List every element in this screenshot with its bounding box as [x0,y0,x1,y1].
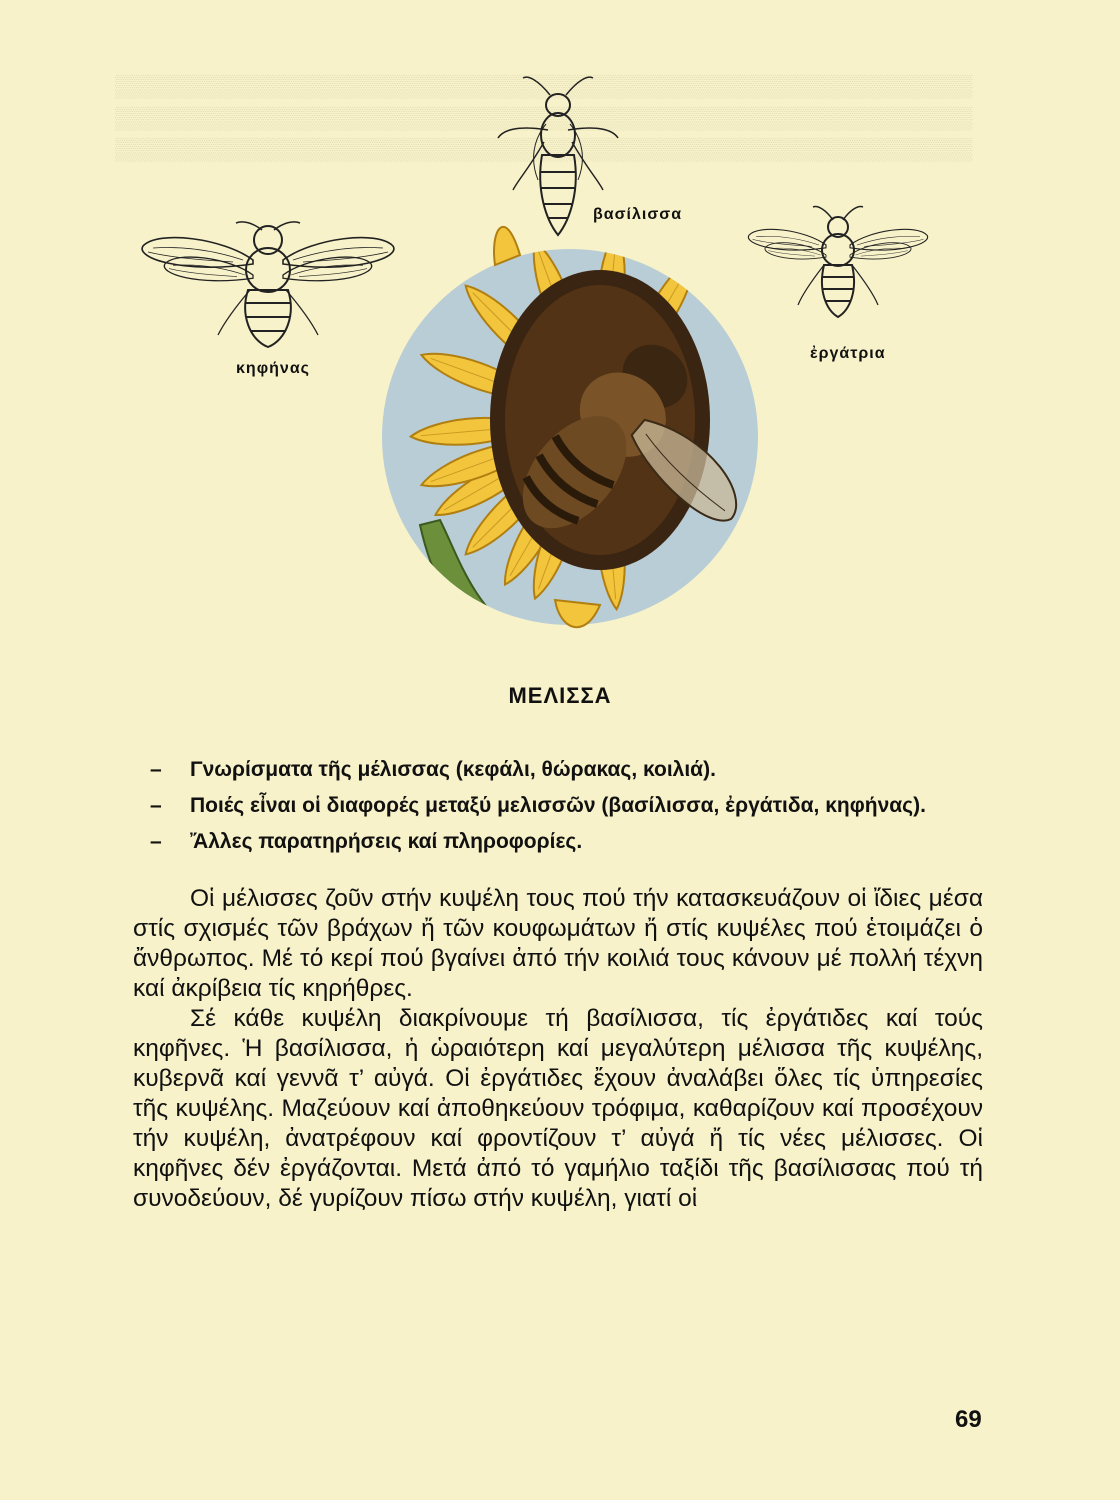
queen-label: βασίλισσα [593,206,683,223]
paragraph: Οἱ μέλισσες ζοῦν στήν κυψέλη τους πού τήν κατασκευάζουν οἱ ἴδιες μέσα στίς σχισμές τῶν βράχων ἤ τῶν κουφωμάτων ἤ στίς κυψέλες πού ἑτοιμάζει ὁ ἄνθρωπος. Μέ τό κερί πού βγαίνει ἀπό τήν κοιλιά τους κάνουν μέ πολλή τέχνη καί ἀκρίβεια τίς κηρήθρες. [133,885,983,1002]
body-text [133,884,983,1214]
topic-text: Γνωρίσματα τῆς μέλισσας (κεφάλι, θώρακας, κοιλιά). [190,758,716,781]
dash-marker: – [150,794,162,817]
page-number: 69 [955,1406,982,1433]
reverse-side-bleedthrough: ▒▒▒▒▒▒▒▒▒▒▒▒▒▒▒▒▒▒▒▒▒▒▒▒▒▒▒▒▒▒▒▒▒▒▒▒▒▒▒▒▒▒▒▒▒▒▒▒▒▒▒▒▒▒▒ ▒▒▒▒▒▒▒▒▒▒▒▒▒▒▒▒▒▒▒▒▒▒▒▒▒▒▒▒▒▒▒▒▒▒▒▒▒▒▒▒▒▒▒▒▒▒▒▒▒▒▒▒▒▒▒ ▒▒▒▒▒▒▒▒▒▒▒▒▒▒▒▒▒▒▒▒▒▒▒▒▒▒▒▒▒▒▒▒▒▒▒▒▒▒▒▒▒▒▒▒▒▒▒▒▒▒▒▒▒▒▒ [115,73,973,161]
dash-marker: – [150,830,162,853]
drone-bee-drawing [142,222,394,347]
dash-marker: – [150,758,162,781]
drone-label: κηφήνας [236,360,310,377]
topics-list [150,755,970,863]
topic-item [150,755,970,785]
topic-item [150,827,970,857]
topic-item [150,791,970,821]
page-title: ΜΕΛΙΣΣΑ [508,683,612,708]
topic-text: Ἄλλες παρατηρήσεις καί πληροφορίες. [190,830,583,853]
worker-bee-drawing [748,207,927,317]
topic-text: Ποιές εἶναι οἱ διαφορές μεταξύ μελισσῶν (βασίλισσα, ἐργάτιδα, κηφήνας). [190,794,926,817]
worker-label: ἐργάτρια [810,345,886,362]
bee-illustration [0,0,1120,680]
paragraph: Σέ κάθε κυψέλη διακρίνουμε τή βασίλισσα, τίς ἐργάτιδες καί τούς κηφῆνες. Ἡ βασίλισσα, ἡ ὡραιότερη καί μεγαλύτερη μέλισσα τῆς κυψέλης, κυβερνᾶ καί γεννᾶ τ’ αὐγά. Οἱ ἐργάτιδες ἔχουν ἀναλάβει ὅλες τίς ὑπηρεσίες τῆς κυψέλης. Μαζεύουν καί ἀποθηκεύουν τρόφιμα, καθαρίζουν καί προσέχουν τήν κυψέλη, ἀνατρέφουν καί φροντίζουν τ’ αὐγά ἤ τίς νέες μέλισσες. Οἱ κηφῆνες δέν ἐργάζονται. Μετά ἀπό τό γαμήλιο ταξίδι τῆς βασίλισσας πού τή συνοδεύουν, δέ γυρίζουν πίσω στήν κυψέλη, γιατί οἱ [133,1005,983,1212]
